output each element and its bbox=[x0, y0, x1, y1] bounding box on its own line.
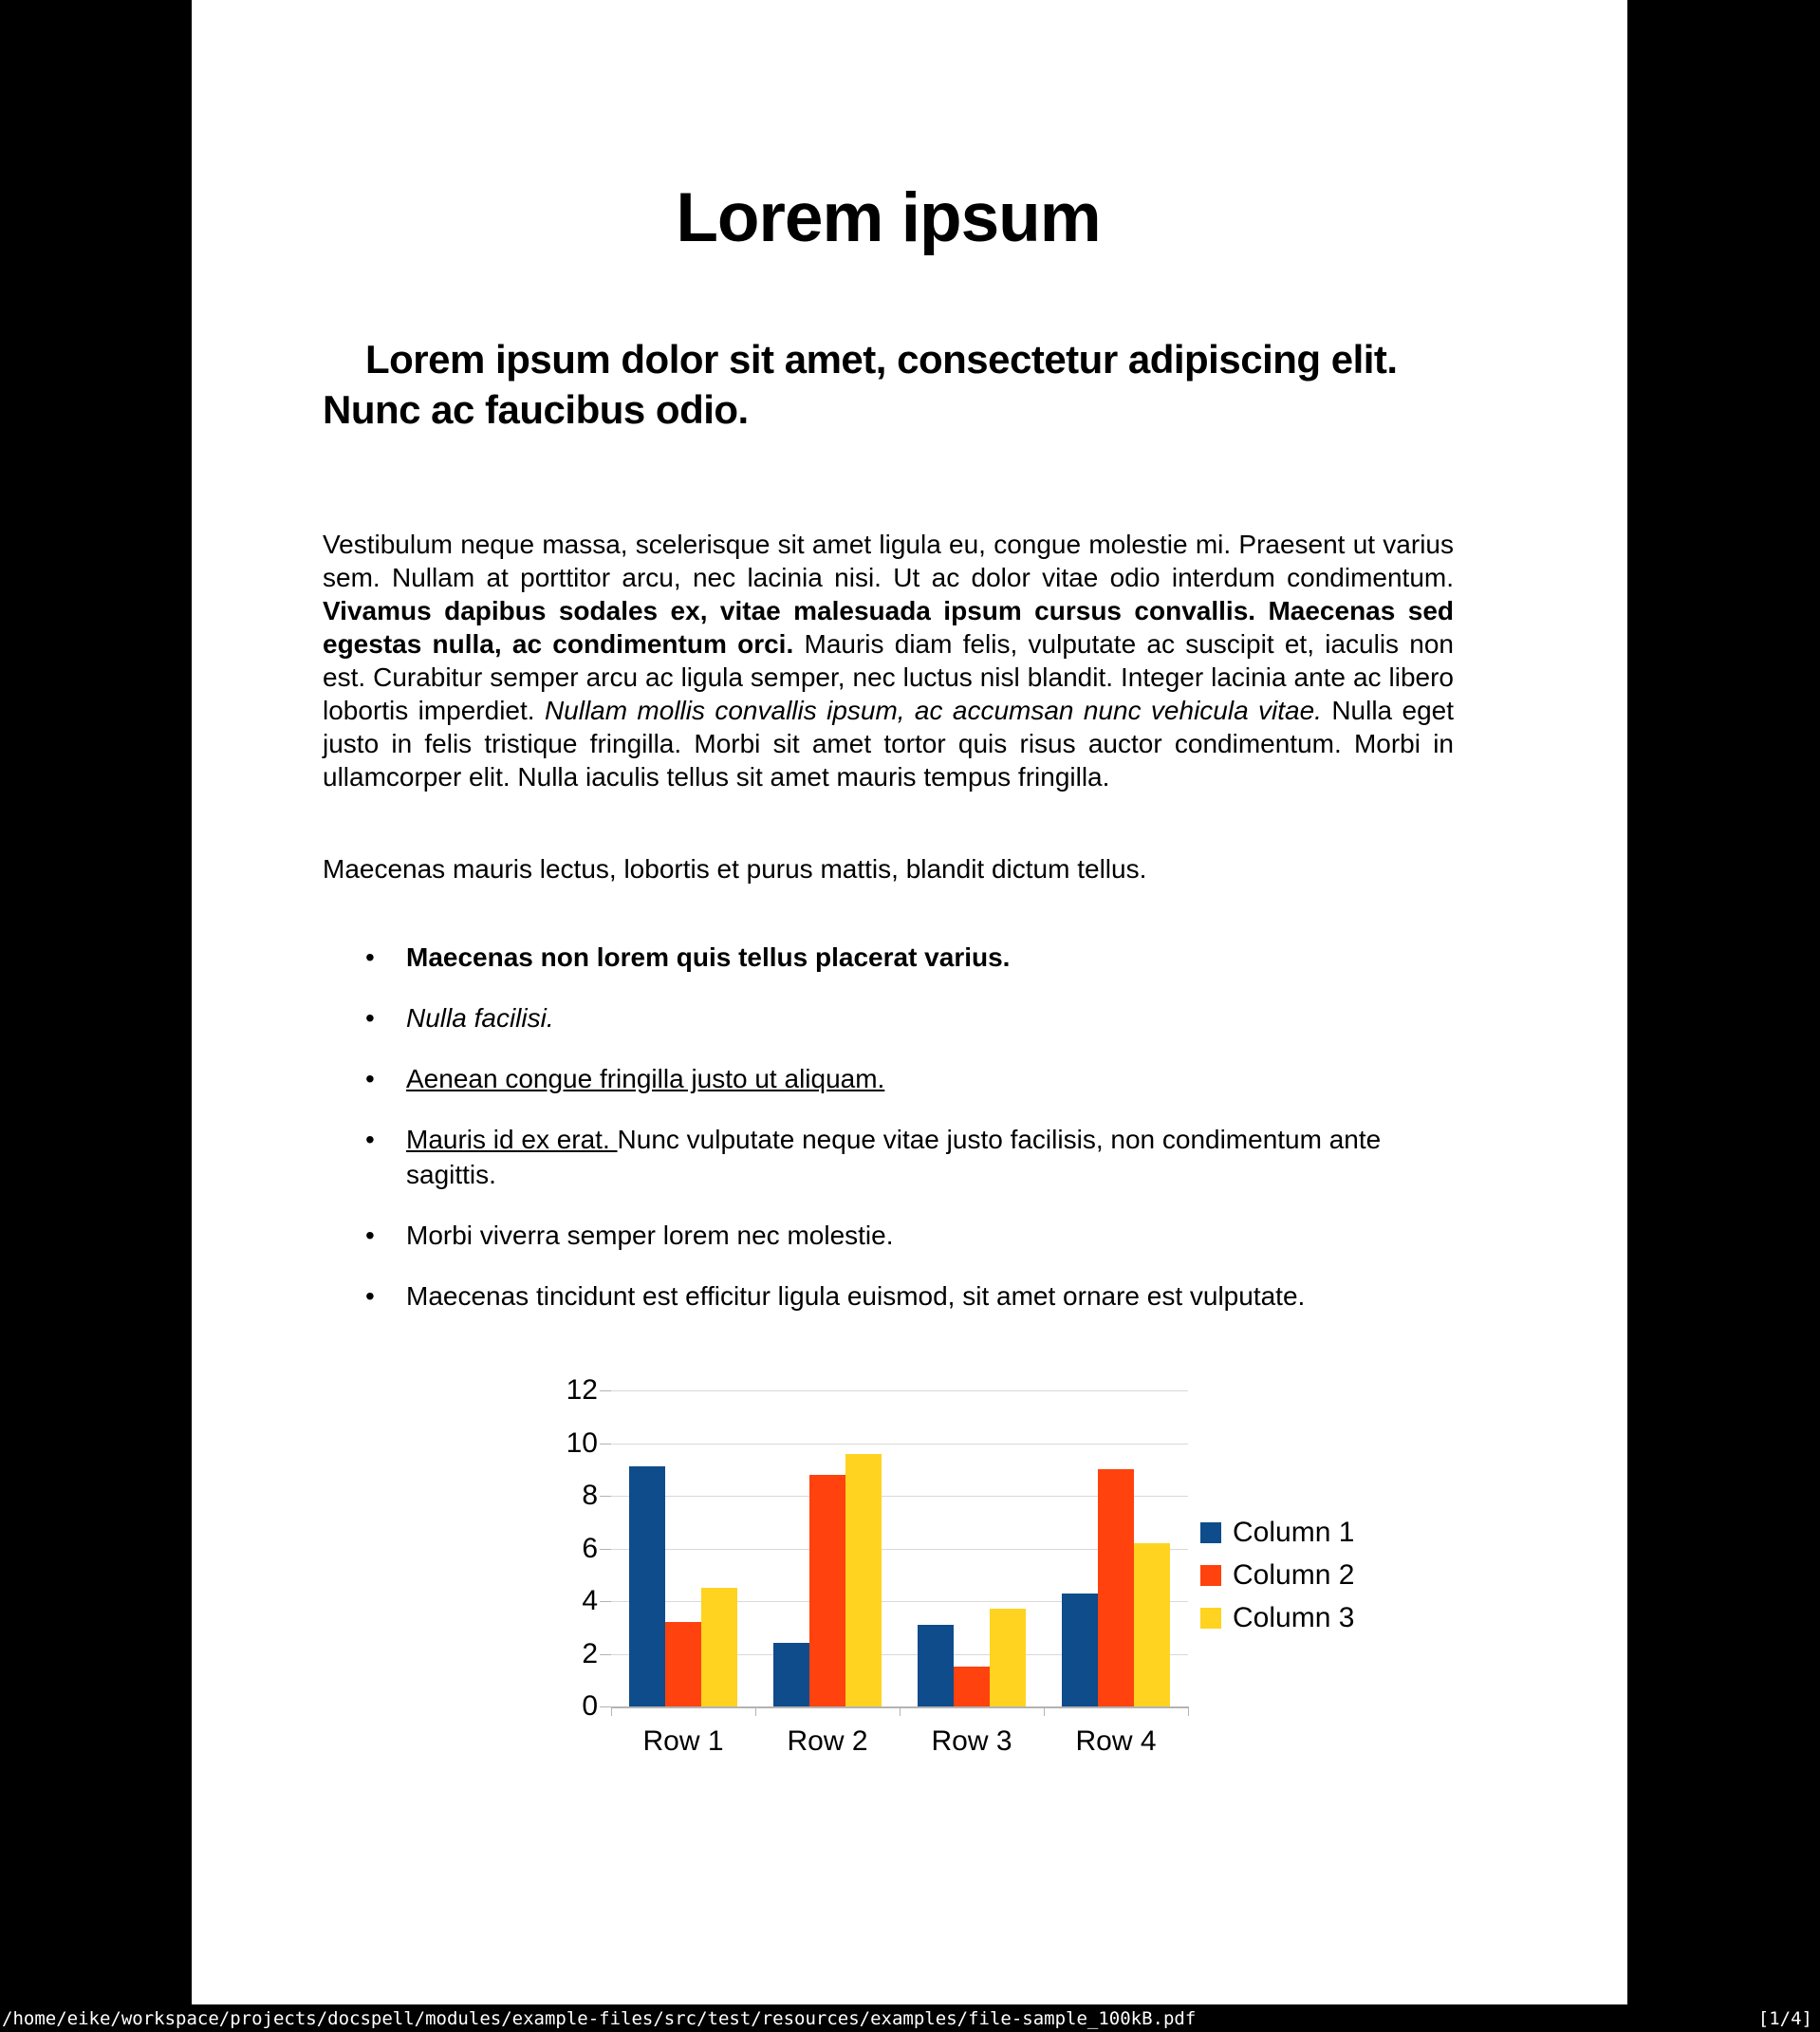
bullet-icon: • bbox=[365, 1003, 375, 1033]
bullet-icon: • bbox=[365, 1221, 375, 1250]
body-paragraph-2: Maecenas mauris lectus, lobortis et purus mattis, blandit dictum tellus. bbox=[323, 854, 1147, 884]
chart-bar bbox=[918, 1625, 954, 1706]
bar-chart bbox=[552, 1376, 1444, 1794]
bullet-list bbox=[323, 940, 1454, 1339]
chart-bar bbox=[629, 1466, 665, 1706]
document-title: Lorem ipsum bbox=[676, 179, 1101, 256]
chart-bar bbox=[809, 1475, 845, 1706]
legend-label: Column 3 bbox=[1233, 1602, 1355, 1633]
chart-bar bbox=[665, 1622, 701, 1706]
legend-swatch-icon bbox=[1200, 1522, 1221, 1543]
chart-y-tick bbox=[600, 1496, 611, 1497]
chart-bar bbox=[954, 1667, 990, 1706]
chart-x-axis-label: Row 3 bbox=[931, 1725, 1012, 1757]
list-item bbox=[323, 1000, 1454, 1035]
chart-x-axis-label: Row 1 bbox=[642, 1725, 724, 1757]
bullet-underlined-text: Mauris id ex erat. bbox=[406, 1125, 618, 1154]
chart-x-axis-label: Row 4 bbox=[1075, 1725, 1157, 1757]
bullet-text: Maecenas tincidunt est efficitur ligula euismod, sit amet ornare est vulputate. bbox=[406, 1281, 1306, 1311]
file-path: /home/eike/workspace/projects/docspell/modules/example-files/src/test/resources/examples/file-sample_100kB.pdf bbox=[2, 2007, 1197, 2029]
chart-x-tick bbox=[1188, 1706, 1189, 1716]
paragraph-text: Nulla eget justo in felis tristique fringilla. Morbi sit amet tortor quis risus auctor condimentum. Morbi in ullamcorper elit. Nulla iaculis tellus sit amet mauris tempus fringilla. bbox=[323, 696, 1454, 792]
chart-y-axis-label: 0 bbox=[582, 1690, 598, 1722]
chart-y-axis-label: 4 bbox=[582, 1585, 598, 1616]
chart-bar bbox=[1062, 1594, 1098, 1706]
body-paragraph-1 bbox=[323, 528, 1454, 793]
chart-legend-item bbox=[1200, 1561, 1354, 1590]
paragraph-bold-text: Vivamus dapibus sodales ex, vitae malesuada ipsum cursus convallis. Maecenas sed egestas nulla, ac condimentum orci. bbox=[323, 596, 1454, 659]
list-item bbox=[323, 1061, 1454, 1096]
chart-bar bbox=[773, 1643, 809, 1706]
bullet-icon: • bbox=[365, 1281, 375, 1311]
chart-y-tick bbox=[600, 1601, 611, 1602]
paragraph-italic-text: Nullam mollis convallis ipsum, ac accumsan nunc vehicula vitae. bbox=[544, 696, 1322, 725]
list-item bbox=[323, 940, 1454, 975]
statusbar bbox=[0, 2004, 1820, 2032]
legend-label: Column 2 bbox=[1233, 1559, 1355, 1591]
chart-y-axis-label: 6 bbox=[582, 1532, 598, 1564]
paragraph-text: Vestibulum neque massa, scelerisque sit amet ligula eu, congue molestie mi. Praesent ut varius sem. Nullam at porttitor arcu, nec lacinia nisi. Ut ac dolor vitae odio interdum condimentum. bbox=[323, 530, 1454, 592]
chart-legend bbox=[1200, 1519, 1354, 1647]
chart-y-tick bbox=[600, 1444, 611, 1445]
bullet-text: Morbi viverra semper lorem nec molestie. bbox=[406, 1221, 894, 1250]
chart-bar bbox=[990, 1609, 1026, 1706]
chart-y-axis-label: 12 bbox=[566, 1374, 598, 1406]
bullet-icon: • bbox=[365, 1125, 375, 1154]
list-item bbox=[323, 1278, 1454, 1314]
chart-x-axis-label: Row 2 bbox=[787, 1725, 868, 1757]
list-item bbox=[323, 1122, 1454, 1192]
bullet-text: Aenean congue fringilla justo ut aliquam. bbox=[406, 1064, 885, 1093]
bullet-text: Nulla facilisi. bbox=[406, 1003, 554, 1033]
chart-y-axis-label: 2 bbox=[582, 1637, 598, 1669]
chart-x-tick bbox=[1044, 1706, 1045, 1716]
chart-y-tick bbox=[600, 1706, 611, 1707]
legend-swatch-icon bbox=[1200, 1608, 1221, 1629]
chart-x-tick bbox=[755, 1706, 756, 1716]
bullet-text: Nunc vulputate neque vitae justo facilisis, non condimentum ante sagittis. bbox=[406, 1125, 1382, 1189]
page-indicator: [1/4] bbox=[1757, 2007, 1812, 2029]
legend-swatch-icon bbox=[1200, 1565, 1221, 1586]
chart-bar bbox=[701, 1588, 737, 1706]
chart-y-tick bbox=[600, 1549, 611, 1550]
chart-bar bbox=[1134, 1543, 1170, 1706]
paragraph-text: Mauris diam felis, vulputate ac suscipit et, iaculis non est. Curabitur semper arcu ac ligula semper, nec luctus nisl blandit. Integer lacinia ante ac libero lobortis imperdiet. bbox=[323, 629, 1455, 725]
chart-plot-area bbox=[611, 1390, 1188, 1706]
chart-bar bbox=[1098, 1469, 1134, 1706]
chart-x-tick bbox=[611, 1706, 612, 1716]
chart-y-tick bbox=[600, 1654, 611, 1655]
chart-y-axis-label: 8 bbox=[582, 1480, 598, 1511]
chart-legend-item bbox=[1200, 1604, 1354, 1632]
legend-label: Column 1 bbox=[1233, 1517, 1355, 1548]
chart-x-tick bbox=[900, 1706, 901, 1716]
bullet-icon: • bbox=[365, 942, 375, 972]
bullet-text: Maecenas non lorem quis tellus placerat varius. bbox=[406, 942, 1011, 972]
chart-bar bbox=[845, 1454, 882, 1706]
chart-y-tick bbox=[600, 1390, 611, 1391]
chart-y-axis-label: 10 bbox=[566, 1426, 598, 1459]
chart-legend-item bbox=[1200, 1519, 1354, 1547]
document-heading: Lorem ipsum dolor sit amet, consectetur adipiscing elit. Nunc ac faucibus odio. bbox=[323, 337, 1398, 432]
bullet-icon: • bbox=[365, 1064, 375, 1093]
pdf-page[interactable] bbox=[192, 0, 1627, 2004]
list-item bbox=[323, 1218, 1454, 1253]
